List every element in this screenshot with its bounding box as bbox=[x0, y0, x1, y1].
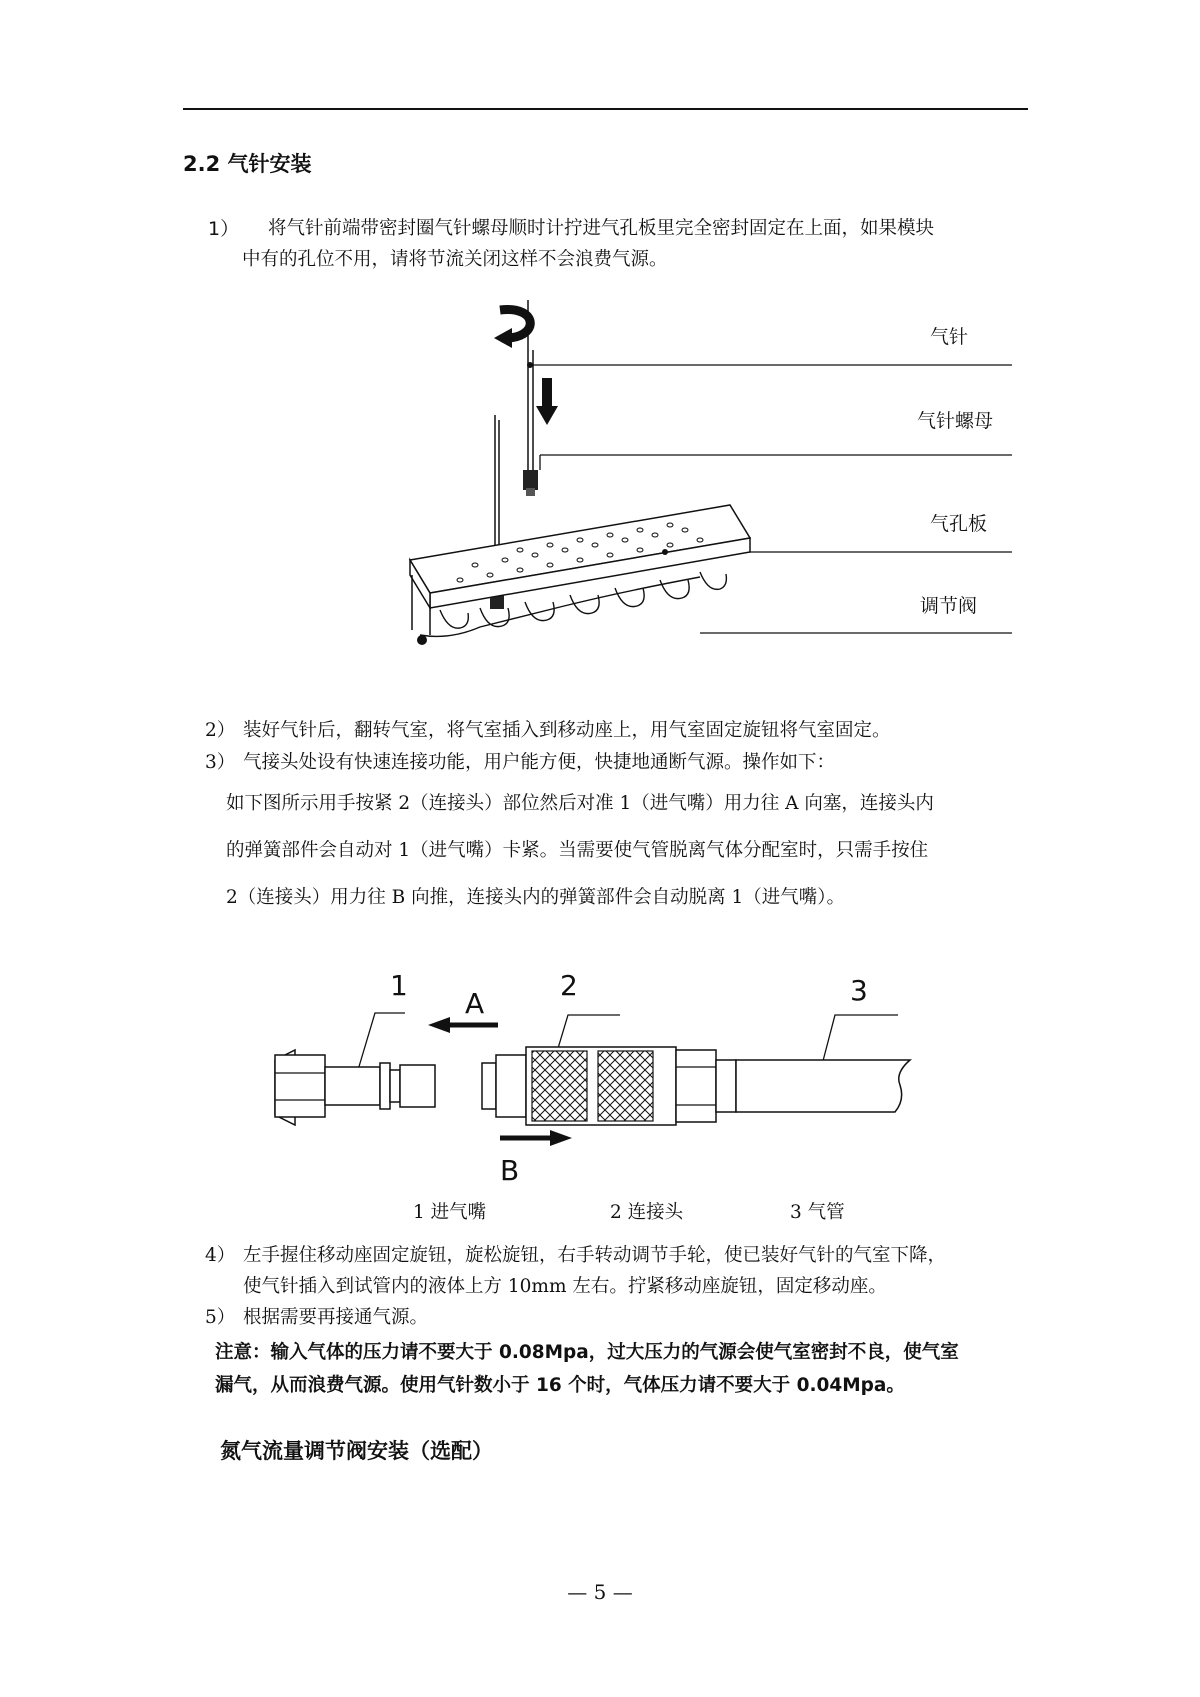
note-line-1: 注意：输入气体的压力请不要大于 0.08Mpa，过大压力的气源会使气室密封不良，使气室 bbox=[215, 1342, 959, 1363]
step-3-line-2: 的弹簧部件会自动对 1（进气嘴）卡紧。当需要使气管脱离气体分配室时，只需手按住 bbox=[226, 840, 929, 861]
arrow-b-label: B bbox=[500, 1154, 520, 1187]
step-1-number: 1） bbox=[208, 218, 240, 240]
step-1-line-1: 将气针前端带密封圈气针螺母顺时计拧进气孔板里完全密封固定在上面，如果模块 bbox=[268, 218, 935, 239]
arrow-left-icon bbox=[428, 1017, 450, 1033]
step-5-number: 5） bbox=[205, 1307, 236, 1328]
subsection-heading: 氮气流量调节阀安装（选配） bbox=[220, 1439, 493, 1463]
step-1-line-2: 中有的孔位不用，请将节流关闭这样不会浪费气源。 bbox=[242, 249, 668, 270]
needle-install-diagram bbox=[390, 290, 1040, 680]
quick-connector-diagram bbox=[260, 955, 940, 1195]
arrow-right-icon bbox=[550, 1130, 572, 1146]
part-number-1: 1 bbox=[390, 969, 408, 1002]
step-4-line-2: 使气针插入到试管内的液体上方 10mm 左右。拧紧移动座旋钮，固定移动座。 bbox=[243, 1276, 887, 1297]
arrow-a-label: A bbox=[465, 987, 485, 1020]
note-line-2: 漏气，从而浪费气源。使用气针数小于 16 个时，气体压力请不要大于 0.04Mpa。 bbox=[215, 1375, 905, 1396]
part-number-2: 2 bbox=[560, 969, 578, 1002]
step-4 bbox=[205, 1240, 1035, 1333]
caption-connector: 2 连接头 bbox=[610, 1202, 684, 1223]
step-1-text bbox=[244, 213, 1034, 275]
caption-tube: 3 气管 bbox=[790, 1202, 845, 1223]
step-3-text: 气接头处设有快速连接功能，用户能方便，快捷地通断气源。操作如下： bbox=[243, 752, 836, 773]
label-needle-nut: 气针螺母 bbox=[917, 410, 994, 432]
step-3-line-1: 如下图所示用手按紧 2（连接头）部位然后对准 1（进气嘴）用力往 A 向塞，连接头内 bbox=[226, 793, 934, 814]
down-arrow-icon bbox=[536, 406, 558, 425]
step-2-number: 2） bbox=[205, 720, 236, 741]
header-rule bbox=[183, 108, 1028, 110]
label-valve: 调节阀 bbox=[920, 595, 978, 617]
step-5-text: 根据需要再接通气源。 bbox=[243, 1307, 429, 1328]
step-3 bbox=[205, 748, 835, 774]
label-needle: 气针 bbox=[930, 326, 969, 348]
step-3-number: 3） bbox=[205, 752, 236, 773]
step-3-detail bbox=[226, 780, 1026, 921]
step-4-line-1: 左手握住移动座固定旋钮，旋松旋钮，右手转动调节手轮，使已装好气针的气室下降， bbox=[243, 1245, 947, 1266]
step-4-number: 4） bbox=[205, 1245, 236, 1266]
label-gas-plate: 气孔板 bbox=[930, 513, 988, 535]
step-2-text: 装好气针后，翻转气室，将气室插入到移动座上，用气室固定旋钮将气室固定。 bbox=[243, 720, 891, 741]
caption-inlet: 1 进气嘴 bbox=[413, 1202, 487, 1223]
section-heading: 2.2 气针安装 bbox=[183, 152, 312, 176]
part-number-3: 3 bbox=[850, 974, 868, 1007]
step-2 bbox=[205, 716, 891, 742]
page-number: — 5 — bbox=[567, 1580, 633, 1604]
pressure-note bbox=[215, 1336, 1035, 1402]
step-3-line-3: 2（连接头）用力往 B 向推，连接头内的弹簧部件会自动脱离 1（进气嘴）。 bbox=[226, 887, 846, 908]
